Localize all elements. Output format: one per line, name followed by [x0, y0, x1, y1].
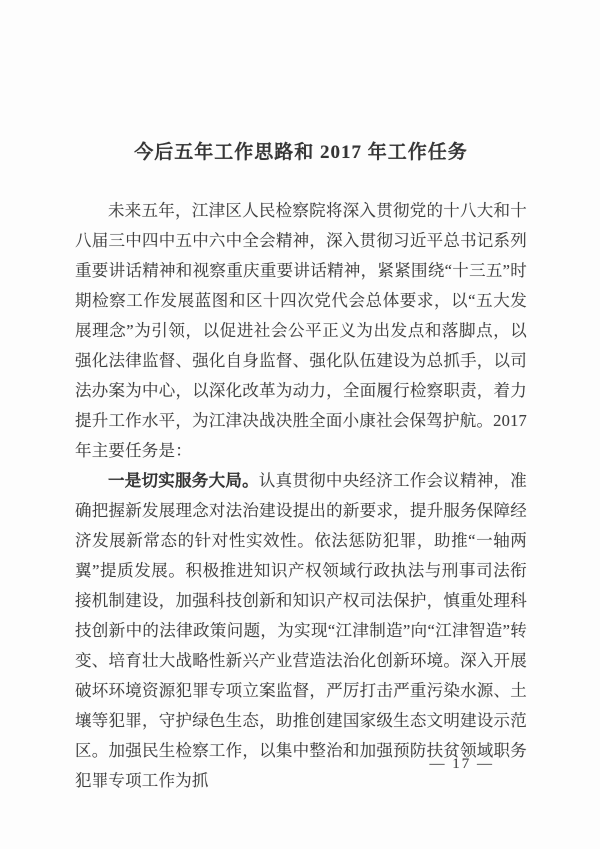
- paragraph-intro-text: 未来五年，江津区人民检察院将深入贯彻党的十八大和十八届三中四中五中六中全会精神，深入贯彻习近平总书记系列重要讲话精神和视察重庆重要讲话精神，紧紧围绕“十三五”时期检察工作发展蓝图和区十四次党代会总体要求，以“五大发展理念”为引领，以促进社会公平正义为出发点和落脚点，以强化法律监督、强化自身监督、强化队伍建设为总抓手，以司法办案为中心，以深化改革为动力，全面履行检察职责，着力提升工作水平，为江津决战决胜全面小康社会保驾护航。2017 年主要任务是：: [75, 201, 527, 460]
- document-title: 今后五年工作思路和 2017 年工作任务: [134, 142, 468, 163]
- page-number: — 17 —: [429, 756, 494, 772]
- paragraph-task-one: [75, 466, 527, 796]
- paragraph-intro: [75, 196, 527, 466]
- paragraph-lead-bold: 一是切实服务大局。: [108, 471, 259, 490]
- paragraph-task-one-text: 认真贯彻中央经济工作会议精神，准确把握新发展理念对法治建设提出的新要求，提升服务保障经济发展新常态的针对性实效性。依法惩防犯罪，助推“一轴两翼”提质发展。积极推进知识产权领域行政执法与刑事司法衔接机制建设，加强科技创新和知识产权司法保护，慎重处理科技创新中的法律政策问题，为实现“江津制造”向“江津智造”转变、培育壮大战略性新兴产业营造法治化创新环境。深入开展破坏环境资源犯罪专项立案监督，严厉打击严重污染水源、土壤等犯罪，守护绿色生态，助推创建国家级生态文明建设示范区。加强民生检察工作，以集中整治和加强预防扶贫领域职务犯罪专项工作为抓: [75, 471, 527, 790]
